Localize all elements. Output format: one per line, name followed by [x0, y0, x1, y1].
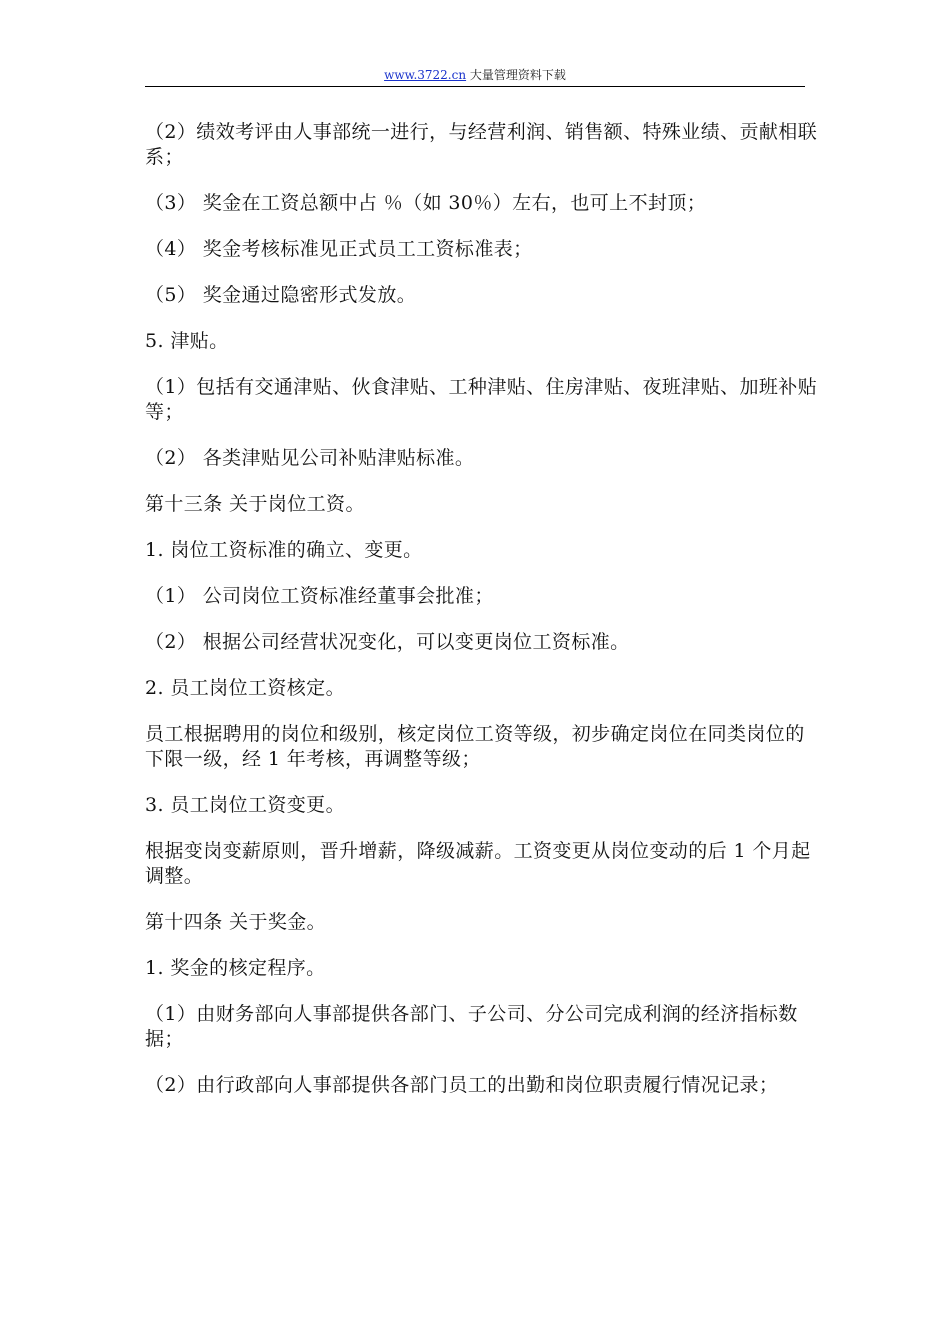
paragraph: （3） 奖金在工资总额中占 ％（如 30％）左右，也可上不封顶； [145, 192, 707, 214]
article-heading: 第十四条 关于奖金。 [145, 911, 327, 933]
paragraph: （1）由财务部向人事部提供各部门、子公司、分公司完成利润的经济指标数据； [145, 1003, 798, 1050]
site-link[interactable]: www.3722.cn [384, 68, 467, 82]
section-heading: 3. 员工岗位工资变更。 [145, 794, 345, 816]
section-heading: 1. 奖金的核定程序。 [145, 957, 326, 979]
paragraph: 根据变岗变薪原则，晋升增薪，降级减薪。工资变更从岗位变动的后 1 个月起调整。 [145, 840, 811, 887]
paragraph: （2） 根据公司经营状况变化，可以变更岗位工资标准。 [145, 631, 630, 653]
header-caption: 大量管理资料下载 [469, 68, 566, 82]
paragraph: （2）由行政部向人事部提供各部门员工的出勤和岗位职责履行情况记录； [145, 1074, 779, 1096]
paragraph: （2） 各类津贴见公司补贴津贴标准。 [145, 447, 475, 469]
paragraph: 员工根据聘用的岗位和级别，核定岗位工资等级，初步确定岗位在同类岗位的下限一级，经 1 年考核，再调整等级； [145, 723, 805, 770]
paragraph: （1） 公司岗位工资标准经董事会批准； [145, 585, 494, 607]
section-heading: 1. 岗位工资标准的确立、变更。 [145, 539, 423, 561]
paragraph: （2）绩效考评由人事部统一进行，与经营利润、销售额、特殊业绩、贡献相联系； [145, 121, 818, 168]
section-heading: 2. 员工岗位工资核定。 [145, 677, 345, 699]
article-heading: 第十三条 关于岗位工资。 [145, 493, 365, 515]
section-heading: 5. 津贴。 [145, 330, 229, 352]
paragraph: （1）包括有交通津贴、伙食津贴、工种津贴、住房津贴、夜班津贴、加班补贴等； [145, 376, 818, 423]
document-body [145, 120, 820, 1119]
paragraph: （5） 奖金通过隐密形式发放。 [145, 284, 417, 306]
page-header [145, 64, 805, 87]
paragraph: （4） 奖金考核标准见正式员工工资标准表； [145, 238, 533, 260]
